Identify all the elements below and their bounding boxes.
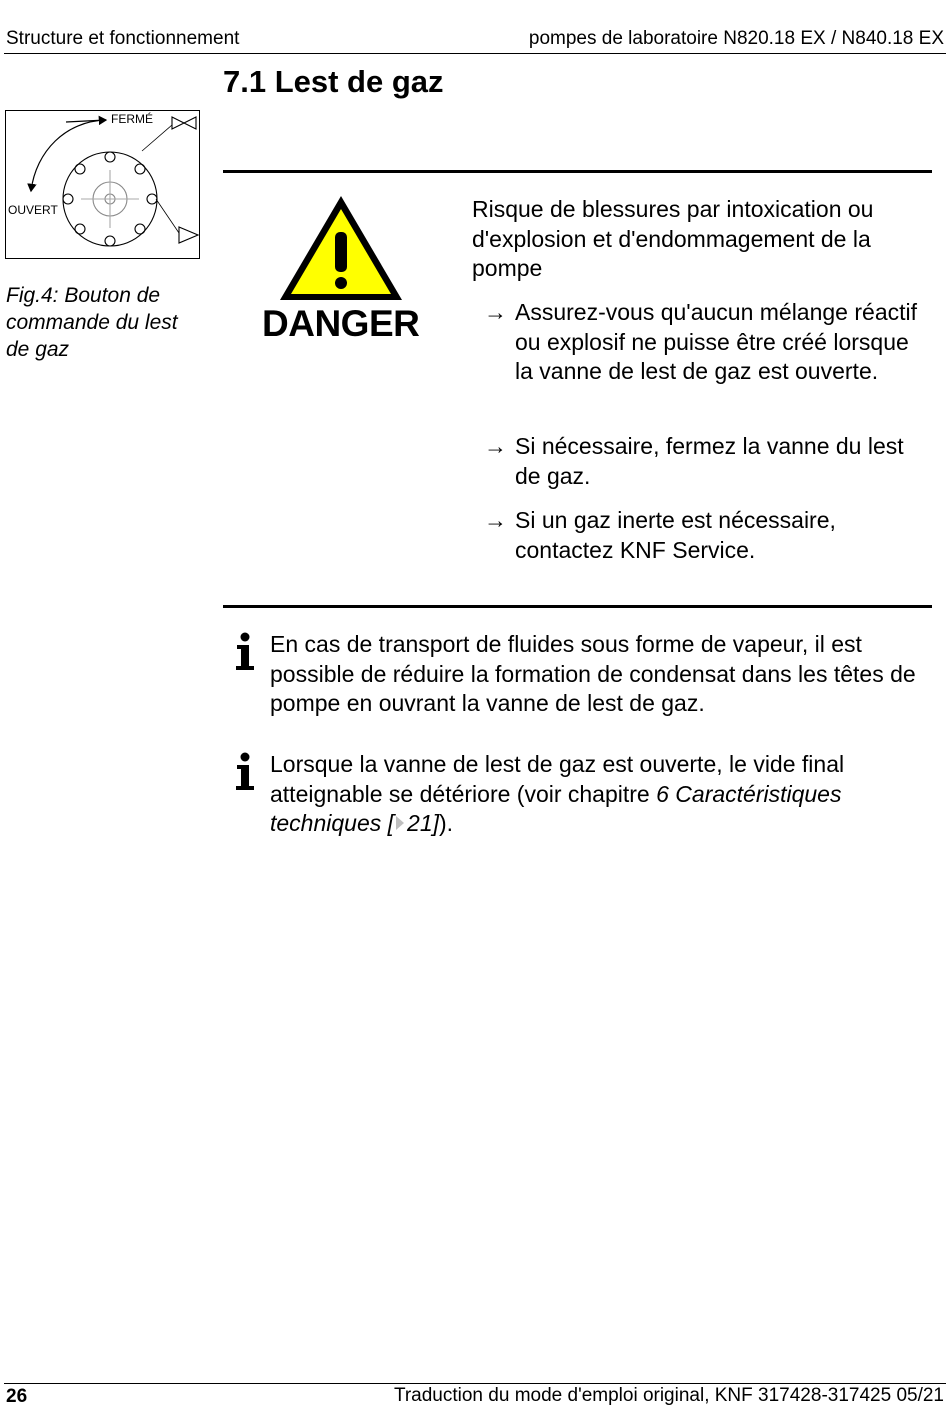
info-note-text: En cas de transport de fluides sous forme de vapeur, il est possible de réduire la formation de condensat dans les têtes de pompe en ouvrant la vanne de lest de gaz. [270, 631, 916, 717]
page-number: 26 [6, 1386, 28, 1407]
section-title: 7.1 Lest de gaz [223, 64, 444, 99]
danger-signal-word: DANGER [262, 303, 420, 344]
info-icon [232, 752, 258, 792]
safety-step-text: Si un gaz inerte est nécessaire, contactez KNF Service. [515, 507, 836, 563]
safety-step [484, 432, 924, 491]
label-open: OUVERT [8, 203, 58, 217]
hazard-description: Risque de blessures par intoxication ou d'explosion et d'endommagement de la pompe [472, 196, 874, 282]
gas-ballast-knob-figure [5, 110, 200, 259]
danger-top-rule [223, 170, 932, 173]
footer-document-info: Traduction du mode d'emploi original, KNF 317428-317425 05/21 [393, 1385, 944, 1406]
running-header-section: Structure et fonctionnement [6, 28, 240, 49]
info-note [232, 630, 932, 719]
chapter-reference-page: 21] [407, 810, 440, 837]
gas-ballast-knob-icon [6, 111, 201, 260]
header-divider [4, 53, 946, 54]
safety-step [484, 298, 924, 387]
info-note [232, 750, 932, 839]
safety-step [484, 506, 924, 565]
chapter-reference-title: 6 Caractéristiques techniques [ [270, 780, 842, 837]
safety-step-text: Assurez-vous qu'aucun mélange réactif ou explosif ne puisse être créé lorsque la vanne de lest de gaz est ouverte. [515, 299, 917, 385]
info-icon [232, 632, 258, 672]
arrow-right-icon: → [484, 433, 507, 459]
safety-step-text: Si nécessaire, fermez la vanne du lest de gaz. [515, 433, 904, 489]
note-text-after: ). [439, 810, 454, 837]
figure-caption: Fig.4: Bouton de commande du lest de gaz [6, 284, 178, 361]
footer-divider [4, 1383, 946, 1384]
arrow-right-icon: → [484, 507, 507, 533]
note-text-before: Lorsque la vanne de lest de gaz est ouverte, le vide final atteignable se détériore (voir chapitre [270, 751, 845, 807]
warning-triangle-icon [276, 192, 406, 304]
label-closed: FERMÉ [111, 112, 153, 126]
page-reference-icon [396, 816, 404, 830]
danger-bottom-rule [223, 605, 932, 608]
arrow-right-icon: → [484, 299, 507, 325]
info-note-text [270, 750, 932, 839]
running-header-product: pompes de laboratoire N820.18 EX / N840.18 EX [528, 28, 944, 49]
